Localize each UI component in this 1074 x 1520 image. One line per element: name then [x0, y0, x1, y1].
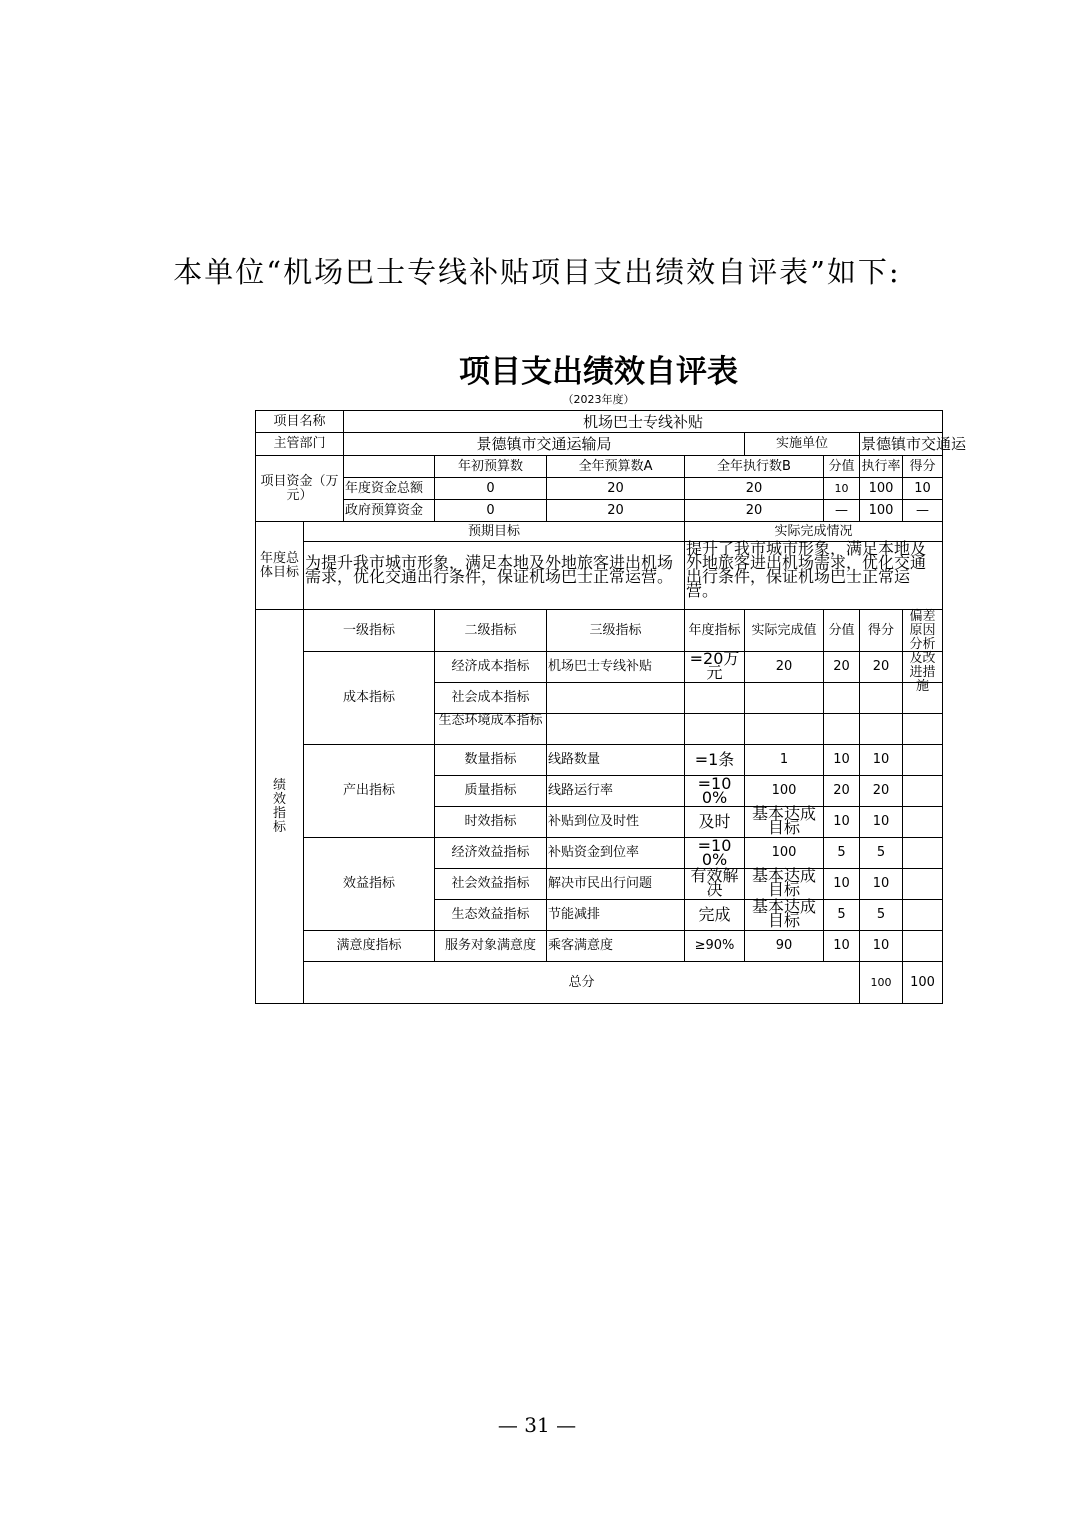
- level2-indicator: 质量指标: [435, 776, 547, 807]
- total-row: [256, 962, 943, 1004]
- funds-cell: 100: [860, 478, 903, 500]
- score: [860, 683, 903, 714]
- funds-row-name: 年度资金总额: [344, 478, 435, 500]
- indicator-header-row: [256, 610, 943, 652]
- indicator-header: 三级指标: [547, 610, 685, 652]
- level2-indicator: 经济效益指标: [435, 838, 547, 869]
- level2-indicator: 社会成本指标: [435, 683, 547, 714]
- funds-header-row: [256, 456, 943, 478]
- indicator-header: 得分: [860, 610, 903, 652]
- indicator-header: 实际完成值: [745, 610, 824, 652]
- funds-cell: 20: [685, 500, 824, 522]
- level2-indicator: [435, 714, 547, 745]
- actual-value: [745, 714, 824, 745]
- actual-value-text: 基本达成目标: [752, 866, 817, 899]
- project-name-label: 项目名称: [256, 411, 344, 433]
- table-title: 项目支出绩效自评表: [459, 354, 738, 390]
- score-value: 10: [824, 869, 860, 900]
- total-label: 总分: [304, 962, 860, 1004]
- score: 10: [860, 745, 903, 776]
- indicator-header: [903, 609, 943, 694]
- level2-indicator: 服务对象满意度: [435, 931, 547, 962]
- expected-goal-text: 为提升我市城市形象，满足本地及外地旅客进出机场需求，优化交通出行条件，保证机场巴士正常运营。: [305, 552, 674, 586]
- actual-value-text: 基本达成目标: [752, 897, 817, 930]
- evaluation-table: [255, 410, 967, 1004]
- funds-corner: [344, 456, 435, 478]
- score: 10: [860, 869, 903, 900]
- score-value: 20: [824, 652, 860, 683]
- score: 10: [860, 807, 903, 838]
- project-name: 机场巴士专线补贴: [344, 411, 943, 433]
- deviation: [903, 900, 943, 931]
- impl-value: 景德镇市交通运: [860, 433, 943, 456]
- level2-indicator: 社会效益指标: [435, 869, 547, 900]
- actual-value: 20: [745, 652, 824, 683]
- funds-cell: 100: [860, 500, 903, 522]
- goals-row: [256, 542, 943, 610]
- score: [860, 714, 903, 745]
- annual-target-text: 有效解决: [690, 866, 739, 899]
- score-value: 10: [824, 745, 860, 776]
- year-label: （2023年度）: [562, 393, 635, 406]
- funds-cell: 10: [903, 478, 943, 500]
- annual-target: [685, 714, 745, 745]
- actual-result-label: 实际完成情况: [685, 522, 943, 542]
- level3-indicator: [547, 683, 685, 714]
- funds-header: 年初预算数: [435, 456, 547, 478]
- actual-value: [745, 897, 824, 931]
- deviation: [903, 745, 943, 776]
- deviation: [903, 869, 943, 900]
- funds-cell: —: [824, 500, 860, 522]
- deviation: [903, 776, 943, 807]
- level2-indicator: 生态效益指标: [435, 900, 547, 931]
- page-number: — 31 —: [497, 1413, 577, 1437]
- funds-header: 全年预算数A: [547, 456, 685, 478]
- deviation-header-text: 偏差原因分析及改进措施: [909, 609, 936, 694]
- impl-label: 实施单位: [745, 433, 860, 456]
- annual-target: ≥90%: [685, 931, 745, 962]
- level3-indicator: 补贴资金到位率: [547, 838, 685, 869]
- funds-cell: 10: [824, 478, 860, 500]
- funds-header: 分值: [824, 456, 860, 478]
- funds-cell: 0: [435, 478, 547, 500]
- indicator-header: 分值: [824, 610, 860, 652]
- score-value: 5: [824, 838, 860, 869]
- funds-row: [256, 500, 943, 522]
- total-score: 100: [903, 962, 943, 1004]
- score-value: [824, 683, 860, 714]
- funds-header: 得分: [903, 456, 943, 478]
- score-value: 20: [824, 776, 860, 807]
- deviation: [903, 714, 943, 745]
- annual-target: =1条: [685, 745, 745, 776]
- project-name-row: [256, 411, 943, 433]
- deviation: [903, 807, 943, 838]
- actual-value: 1: [745, 745, 824, 776]
- funds-cell: 20: [547, 478, 685, 500]
- indicator-header: 一级指标: [304, 610, 435, 652]
- expected-goal-label: 预期目标: [304, 522, 685, 542]
- level3-indicator: 乘客满意度: [547, 931, 685, 962]
- funds-cell: 20: [685, 478, 824, 500]
- table-row: [256, 931, 943, 962]
- score-value: 5: [824, 900, 860, 931]
- level3-indicator: 机场巴士专线补贴: [547, 652, 685, 683]
- annual-target: [685, 649, 745, 683]
- funds-row-name: 政府预算资金: [344, 500, 435, 522]
- intro-text: 本单位“机场巴士专线补贴项目支出绩效自评表”如下:: [173, 255, 901, 289]
- funds-label: 项目资金（万元）: [256, 456, 344, 522]
- level3-indicator: 线路运行率: [547, 776, 685, 807]
- level2-indicator: 数量指标: [435, 745, 547, 776]
- funds-row: [256, 478, 943, 500]
- level3-indicator: [547, 714, 685, 745]
- level3-indicator: 解决市民出行问题: [547, 869, 685, 900]
- annual-target: 完成: [685, 900, 745, 931]
- funds-cell: 0: [435, 500, 547, 522]
- actual-value: 90: [745, 931, 824, 962]
- total-score-value: 100: [860, 962, 903, 1004]
- annual-target: [685, 866, 745, 900]
- level1-indicator: 成本指标: [304, 652, 435, 745]
- score-value: 10: [824, 807, 860, 838]
- indicator-header: 二级指标: [435, 610, 547, 652]
- annual-target: 及时: [685, 807, 745, 838]
- annual-target: [685, 683, 745, 714]
- deviation: [903, 838, 943, 869]
- annual-target: =100%: [685, 838, 745, 869]
- expected-goal: [304, 542, 685, 610]
- actual-value: [745, 683, 824, 714]
- indicator-header: 年度指标: [685, 610, 745, 652]
- table-row: [256, 652, 943, 683]
- annual-target-text: =20万元: [689, 649, 740, 682]
- indicators-label-text: 绩效指标: [272, 777, 286, 835]
- actual-result-text: 提升了我市城市形象，满足本地及外地旅客进出机场需求，优化交通出行条件，保证机场巴士正常运营。: [686, 539, 927, 600]
- actual-value: [745, 804, 824, 838]
- level1-indicator: 效益指标: [304, 838, 435, 931]
- score: 10: [860, 931, 903, 962]
- level2-indicator: 经济成本指标: [435, 652, 547, 683]
- score: 5: [860, 838, 903, 869]
- actual-value: 100: [745, 776, 824, 807]
- dept-value: 景德镇市交通运输局: [344, 433, 745, 456]
- score: 5: [860, 900, 903, 931]
- level1-indicator: 满意度指标: [304, 931, 435, 962]
- annual-target: =100%: [685, 776, 745, 807]
- score-value: [824, 714, 860, 745]
- funds-cell: 20: [547, 500, 685, 522]
- score: 20: [860, 776, 903, 807]
- dept-row: [256, 433, 943, 456]
- level3-indicator: 节能减排: [547, 900, 685, 931]
- actual-value: [745, 866, 824, 900]
- score: 20: [860, 652, 903, 683]
- table-row: [256, 838, 943, 869]
- level3-indicator: 补贴到位及时性: [547, 807, 685, 838]
- dept-label: 主管部门: [256, 433, 344, 456]
- funds-header: 全年执行数B: [685, 456, 824, 478]
- indicators-label: [256, 610, 304, 1004]
- actual-result: [685, 539, 943, 610]
- level1-indicator: 产出指标: [304, 745, 435, 838]
- table-row: [256, 745, 943, 776]
- actual-value-text: 基本达成目标: [752, 804, 817, 837]
- score-value: 10: [824, 931, 860, 962]
- funds-header: 执行率: [860, 456, 903, 478]
- deviation: [903, 931, 943, 962]
- level3-indicator: 线路数量: [547, 745, 685, 776]
- actual-value: 100: [745, 838, 824, 869]
- level2-indicator-text: 生态环境成本指标: [438, 713, 543, 728]
- level2-indicator: 时效指标: [435, 807, 547, 838]
- goals-label: 年度总体目标: [256, 522, 304, 610]
- funds-cell: —: [903, 500, 943, 522]
